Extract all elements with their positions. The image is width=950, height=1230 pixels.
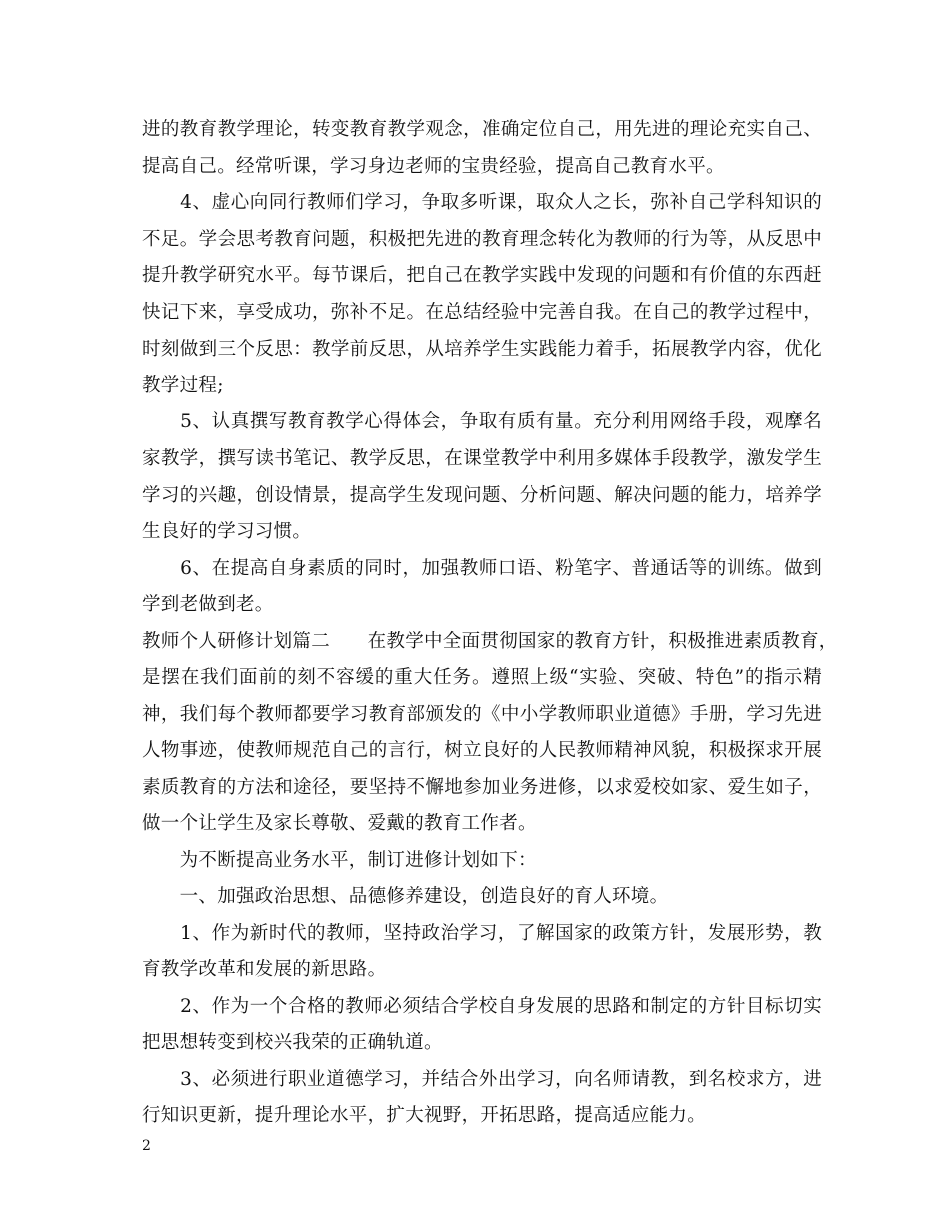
- text-line: 把思想转变到校兴我荣的正确轨道。: [142, 1032, 443, 1053]
- page-number: 2: [142, 1138, 151, 1154]
- text-line: 提高自己。经常听课，学习身边老师的宝贵经验，提高自己教育水平。: [142, 156, 725, 177]
- text-line: 2、作为一个合格的教师必须结合学校自身发展的思路和制定的方针目标切实: [142, 996, 822, 1017]
- text-line: 教学过程;: [142, 375, 224, 396]
- text-line: 提升教学研究水平。每节课后，把自己在教学实践中发现的问题和有价值的东西赶: [142, 265, 822, 286]
- text-line: 一、加强政治思想、品德修养建设，创造良好的育人环境。: [142, 886, 669, 907]
- text-line: 4、虚心向同行教师们学习，争取多听课，取众人之长，弥补自己学科知识的: [142, 192, 822, 213]
- text-line: 1、作为新时代的教师，坚持政治学习，了解国家的政策方针，发展形势，教: [142, 923, 822, 944]
- text-line: 不足。学会思考教育问题，积极把先进的教育理念转化为教师的行为等，从反思中: [142, 229, 822, 250]
- text-line: 学到老做到老。: [142, 594, 274, 615]
- text-line: 做一个让学生及家长尊敬、爱戴的教育工作者。: [142, 813, 537, 834]
- text-line: 快记下来，享受成功，弥补不足。在总结经验中完善自我。在自己的教学过程中，: [142, 302, 822, 323]
- text-line: 进的教育教学理论，转变教育教学观念，准确定位自己，用先进的理论充实自己、: [142, 119, 822, 140]
- text-line: 素质教育的方法和途径，要坚持不懈地参加业务进修，以求爱校如家、爱生如子，: [142, 777, 822, 798]
- text-line: 6、在提高自身素质的同时，加强教师口语、粉笔字、普通话等的训练。做到: [142, 558, 822, 579]
- text-line: 家教学，撰写读书笔记、教学反思，在课堂教学中利用多媒体手段教学，激发学生: [142, 448, 822, 469]
- text-line: 人物事迹，使教师规范自己的言行，树立良好的人民教师精神风貌，积极探求开展: [142, 740, 822, 761]
- text-line: 是摆在我们面前的刻不容缓的重大任务。遵照上级“实验、突破、特色”的指示精: [142, 667, 822, 688]
- text-line: 时刻做到三个反思：教学前反思，从培养学生实践能力着手，拓展教学内容，优化: [142, 339, 822, 360]
- text-line: 学习的兴趣，创设情景，提高学生发现问题、分析问题、解决问题的能力，培养学: [142, 485, 822, 506]
- text-line: 教师个人研修计划篇二 在教学中全面贯彻国家的教育方针，积极推进素质教育，: [142, 631, 838, 652]
- text-line: 为不断提高业务水平，制订进修计划如下：: [142, 850, 537, 871]
- text-line: 5、认真撰写教育教学心得体会，争取有质有量。充分利用网络手段，观摩名: [142, 411, 822, 432]
- text-line: 行知识更新，提升理论水平，扩大视野，开拓思路，提高适应能力。: [142, 1105, 707, 1126]
- text-line: 育教学改革和发展的新思路。: [142, 959, 387, 980]
- text-line: 生良好的学习习惯。: [142, 521, 312, 542]
- text-line: 3、必须进行职业道德学习，并结合外出学习，向名师请教，到名校求方，进: [142, 1069, 822, 1090]
- text-line: 神，我们每个教师都要学习教育部颁发的《中小学教师职业道德》手册，学习先进: [142, 704, 822, 725]
